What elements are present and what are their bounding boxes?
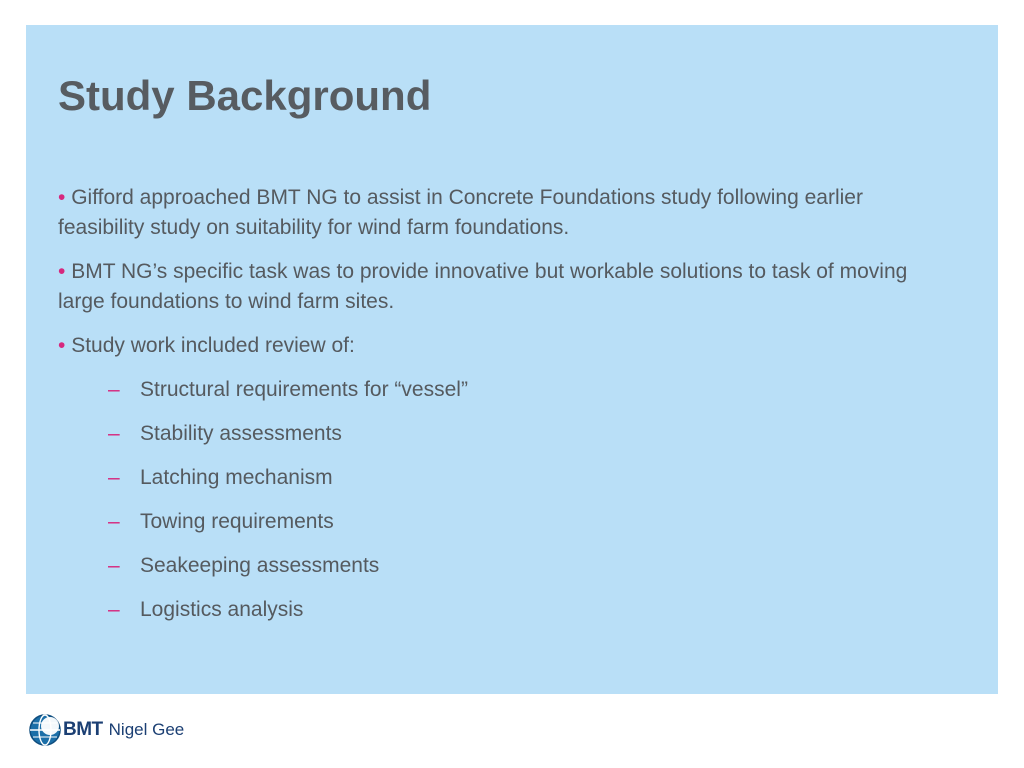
sub-bullet-text: Structural requirements for “vessel”: [140, 378, 468, 401]
sub-bullet-text: Logistics analysis: [140, 598, 304, 621]
dash-marker: –: [108, 598, 120, 621]
bullet-item: [58, 257, 948, 317]
sub-bullet-item: [58, 463, 948, 493]
bullet-item: [58, 183, 948, 243]
sub-bullet-item: [58, 375, 948, 405]
sub-bullet-list: [58, 375, 948, 625]
bullet-marker: •: [58, 186, 66, 209]
globe-icon: [28, 713, 62, 747]
slide-title: Study Background: [58, 72, 432, 119]
sub-bullet-text: Latching mechanism: [140, 466, 333, 489]
sub-bullet-item: [58, 507, 948, 537]
sub-bullet-text: Seakeeping assessments: [140, 554, 380, 577]
bullet-text: Gifford approached BMT NG to assist in Concrete Foundations study following earlier feasibility study on suitability for wind farm foundations.: [58, 186, 863, 239]
bullet-text: BMT NG’s specific task was to provide innovative but workable solutions to task of moving large foundations to wind farm sites.: [58, 260, 908, 313]
logo-company-text: Nigel Gee: [108, 720, 185, 739]
dash-marker: –: [108, 554, 120, 577]
dash-marker: –: [108, 422, 120, 445]
sub-bullet-text: Stability assessments: [140, 422, 342, 445]
bullet-item: [58, 331, 948, 361]
sub-bullet-text: Towing requirements: [140, 510, 334, 533]
sub-bullet-item: [58, 551, 948, 581]
slide-body: [58, 183, 948, 639]
sub-bullet-item: [58, 419, 948, 449]
bullet-marker: •: [58, 260, 66, 283]
sub-bullet-item: [58, 595, 948, 625]
bullet-text: Study work included review of:: [65, 334, 355, 357]
bullet-marker: •: [58, 334, 66, 357]
dash-marker: –: [108, 466, 120, 489]
dash-marker: –: [108, 510, 120, 533]
logo-bmt-text: BMT: [63, 719, 103, 740]
dash-marker: –: [108, 378, 120, 401]
bmt-logo: [28, 710, 184, 750]
